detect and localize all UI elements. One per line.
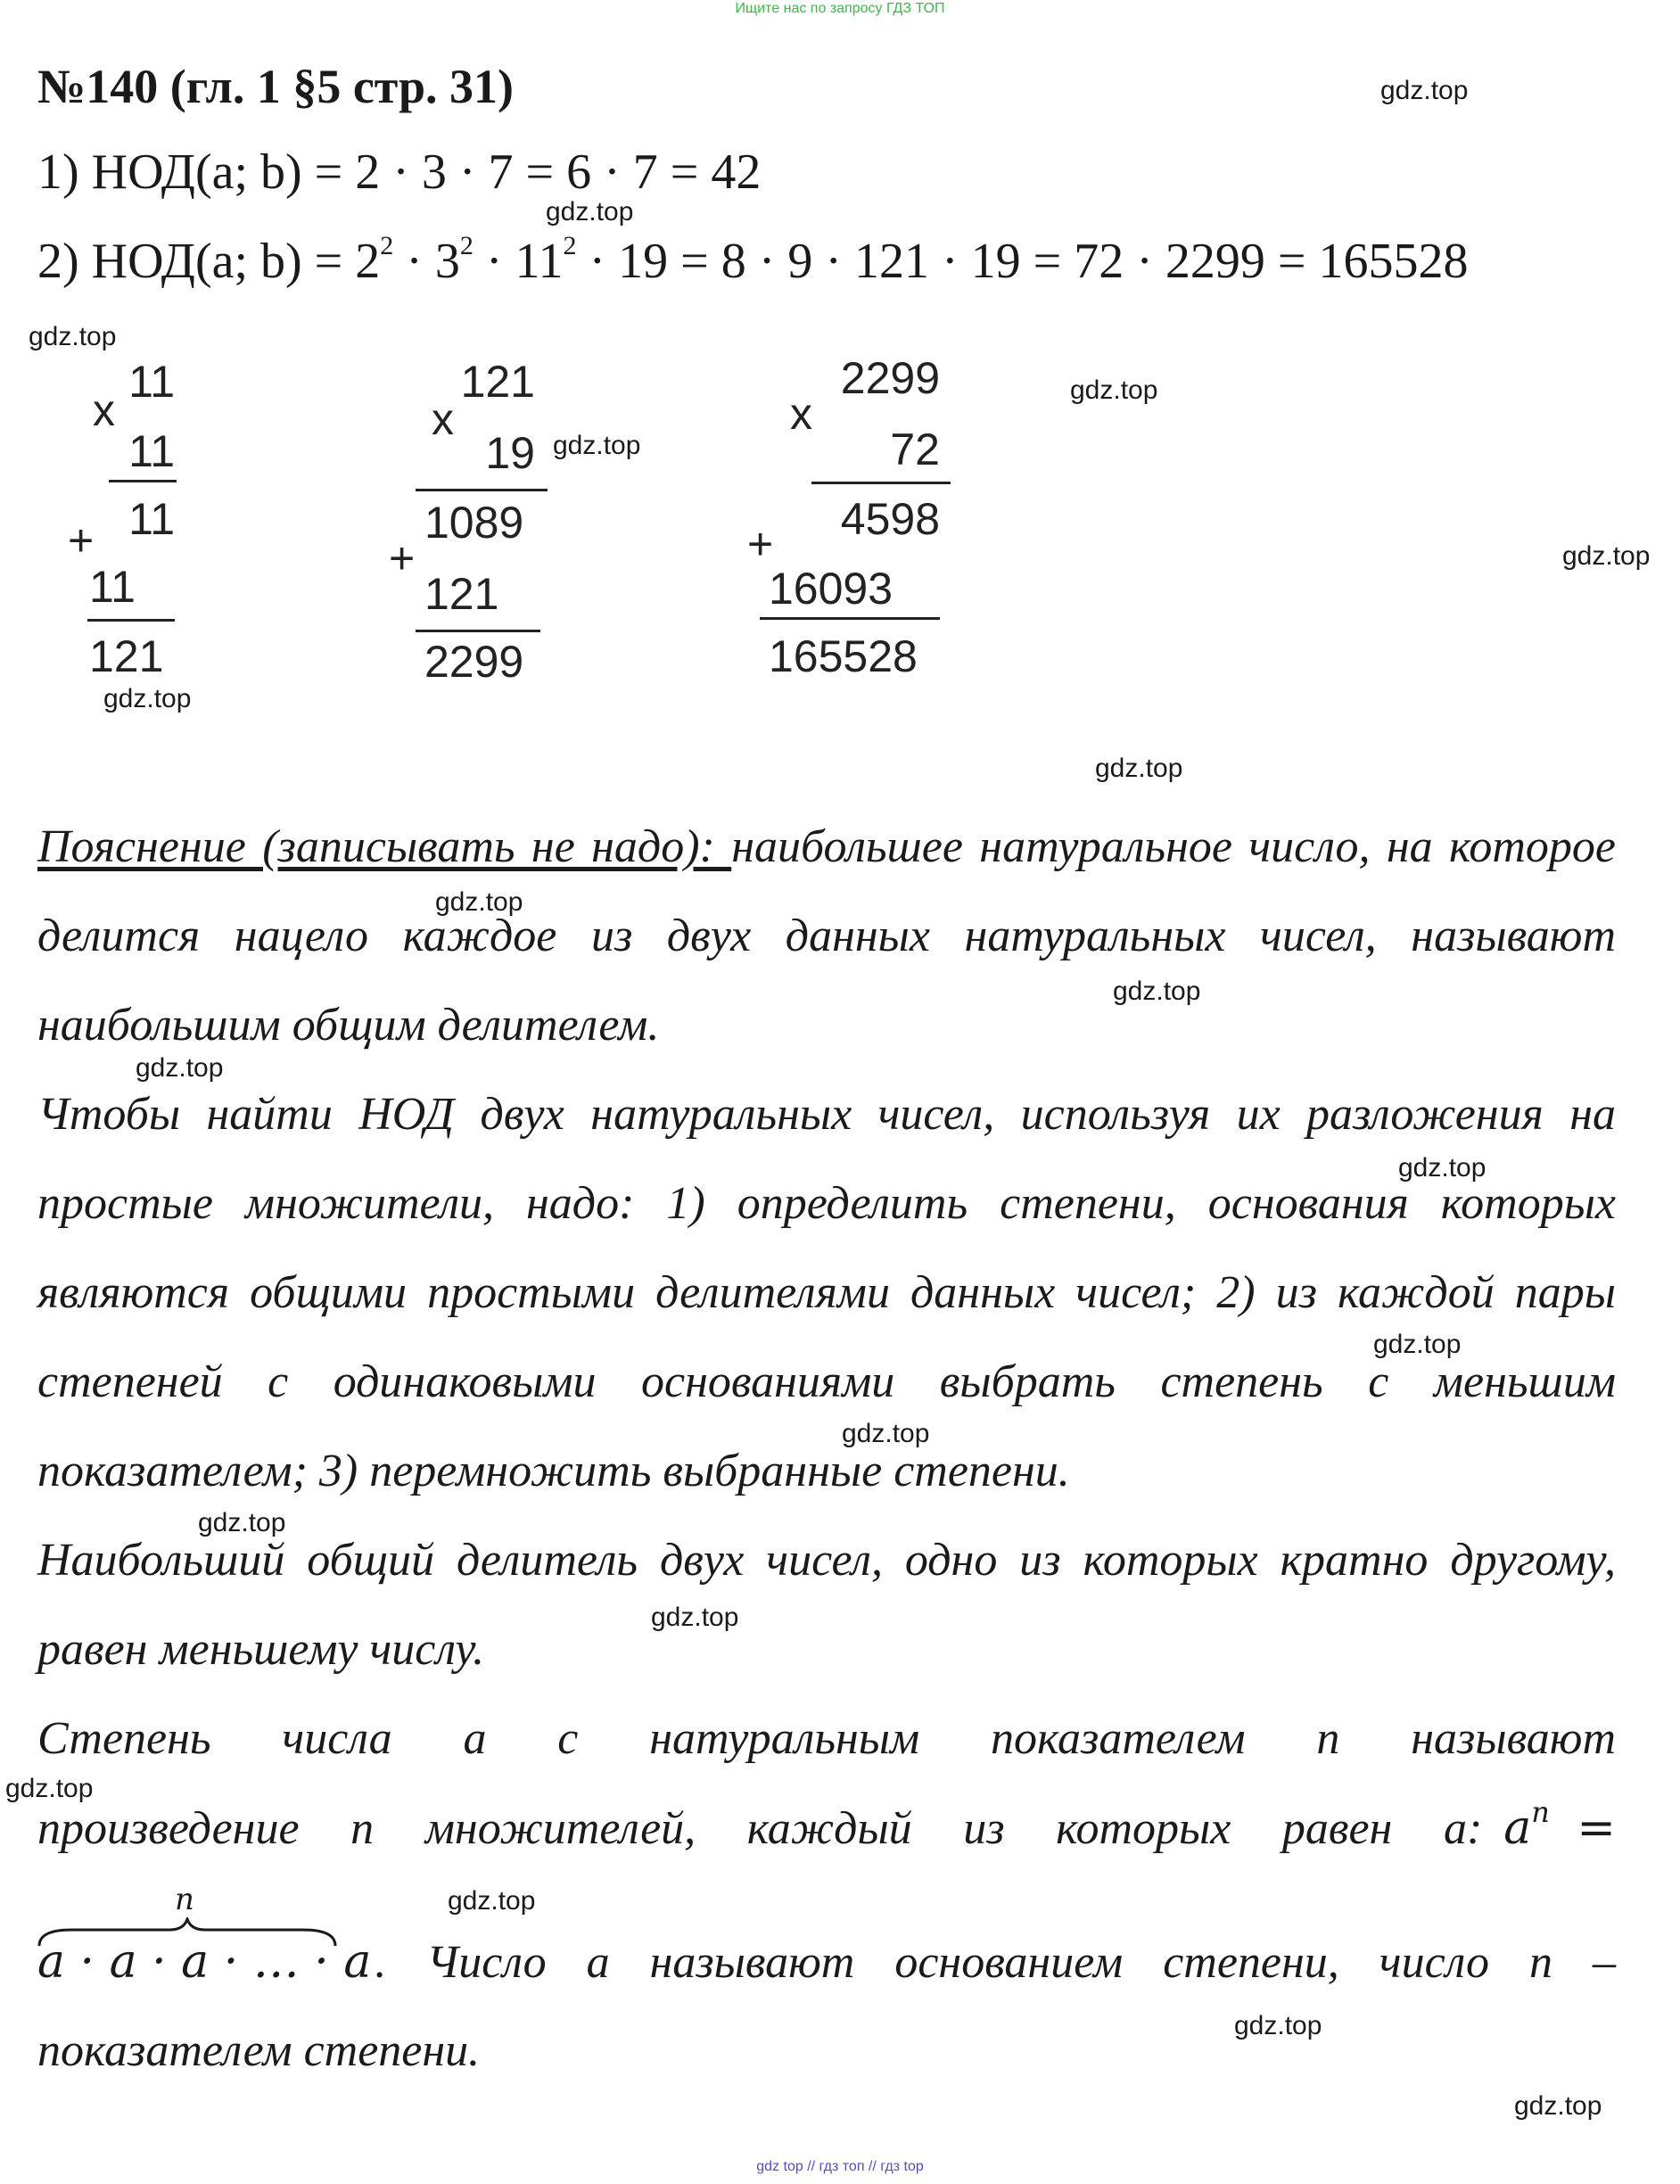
exponent: 2 (380, 231, 394, 260)
plus-sign: + (68, 515, 95, 565)
product: 165528 (769, 631, 918, 681)
watermark: gdz.top (1514, 2091, 1602, 2121)
watermark: gdz.top (5, 1774, 94, 1803)
equation-1: 1) НОД(a; b) = 2 · 3 · 7 = 6 · 7 = 42 (37, 144, 762, 200)
partial-product: 1089 (424, 498, 524, 548)
line (760, 617, 940, 620)
partial-product: 4598 (840, 494, 940, 544)
page-title: №140 (гл. 1 §5 стр. 31) (37, 60, 514, 113)
partial-product: 16093 (769, 564, 894, 614)
multiplicand: 11 (128, 357, 175, 407)
partial-product: 121 (424, 569, 499, 619)
exponent: 2 (459, 231, 474, 260)
watermark: gdz.top (1380, 76, 1469, 105)
times-sign: x (93, 385, 115, 435)
watermark: gdz.top (103, 684, 192, 713)
watermark: gdz.top (435, 887, 523, 917)
plus-sign: + (747, 519, 774, 569)
multiplier: 11 (128, 426, 175, 476)
watermark: gdz.top (546, 197, 634, 227)
watermark: gdz.top (448, 1886, 536, 1916)
formula-exponent: n (1531, 1795, 1550, 1829)
watermark: gdz.top (1562, 541, 1651, 571)
watermark: gdz.top (1095, 754, 1183, 783)
watermark: gdz.top (1398, 1153, 1486, 1183)
exponent: 2 (563, 231, 577, 260)
explanation-text: произведение n множителей, каждый из которых равен a: (37, 1803, 1483, 1854)
explanation-paragraph-4-line-1: Степень числа a с натуральным показателем n называют (37, 1713, 1616, 1764)
explanation-paragraph-4-line-2 (37, 1784, 1616, 1874)
equation-2 (37, 230, 1468, 293)
explanation-paragraph-4-line-3 (37, 1917, 1616, 2007)
equation-2-part: · 11 (473, 234, 564, 289)
watermark: gdz.top (1234, 2011, 1322, 2040)
top-banner: Ищите нас по запросу ГДЗ ТОП (735, 1, 945, 16)
line (416, 489, 548, 491)
partial-product: 11 (128, 494, 175, 544)
times-sign: x (432, 394, 454, 444)
watermark: gdz.top (1070, 375, 1158, 405)
equation-2-part: · 3 (393, 234, 460, 289)
product-formula: a · a · a · … · a (37, 1935, 372, 1989)
explanation-lead: Пояснение (записывать не надо): (37, 821, 732, 872)
line (109, 480, 177, 482)
plus-sign: + (389, 533, 416, 583)
power-formula (1503, 1784, 1616, 1873)
formula-equals: = (1577, 1801, 1616, 1855)
equation-2-part: · 19 = 8 · 9 · 121 · 19 = 72 · 2299 = 165528 (576, 234, 1469, 289)
equation-2-part: 2) НОД(a; b) = 2 (37, 234, 381, 289)
partial-product: 11 (89, 562, 136, 612)
times-sign: x (790, 389, 812, 439)
explanation-paragraph-2: Чтобы найти НОД двух натуральных чисел, используя их разложения на простые множители, надо: 1) определить степени, основания которых являются общими простыми делителями данных чисел; 2) из каждой пары степеней с одинаковыми основаниями выбрать степень с меньшим показателем; 3) перемножить выбранные степени. (37, 1089, 1616, 1496)
explanation-paragraph-1 (37, 803, 1616, 1070)
multiplicand: 2299 (840, 353, 940, 403)
watermark: gdz.top (29, 322, 117, 351)
watermark: gdz.top (842, 1419, 930, 1448)
line (811, 482, 951, 484)
formula-base: a (1503, 1801, 1532, 1855)
brace-label: n (175, 1882, 194, 1917)
watermark: gdz.top (136, 1053, 224, 1083)
product: 121 (89, 631, 164, 681)
watermark: gdz.top (1373, 1330, 1462, 1359)
explanation-paragraph-4-line-4: показателем степени. (37, 2025, 481, 2076)
product: 2299 (424, 637, 524, 687)
watermark: gdz.top (651, 1603, 739, 1632)
line (87, 619, 175, 622)
watermark: gdz.top (553, 431, 641, 460)
line (416, 630, 540, 632)
watermark: gdz.top (198, 1508, 286, 1537)
explanation-text: . Число a называют основанием степени, число n – (375, 1937, 1616, 1988)
explanation-paragraph-3: Наибольший общий делитель двух чисел, одно из которых кратно другому, равен меньшему числу. (37, 1535, 1616, 1675)
bottom-banner: gdz top // гдз топ // гдз top (756, 2159, 924, 2174)
multiplier: 19 (485, 428, 535, 478)
multiplicand: 121 (460, 357, 535, 407)
explanation-text: наибольшее натуральное число, на которое делится нацело каждое из двух данных натуральных чисел, называют наибольшим общим делителем. (37, 821, 1616, 1051)
watermark: gdz.top (1113, 977, 1201, 1006)
multiplier: 72 (890, 424, 940, 474)
